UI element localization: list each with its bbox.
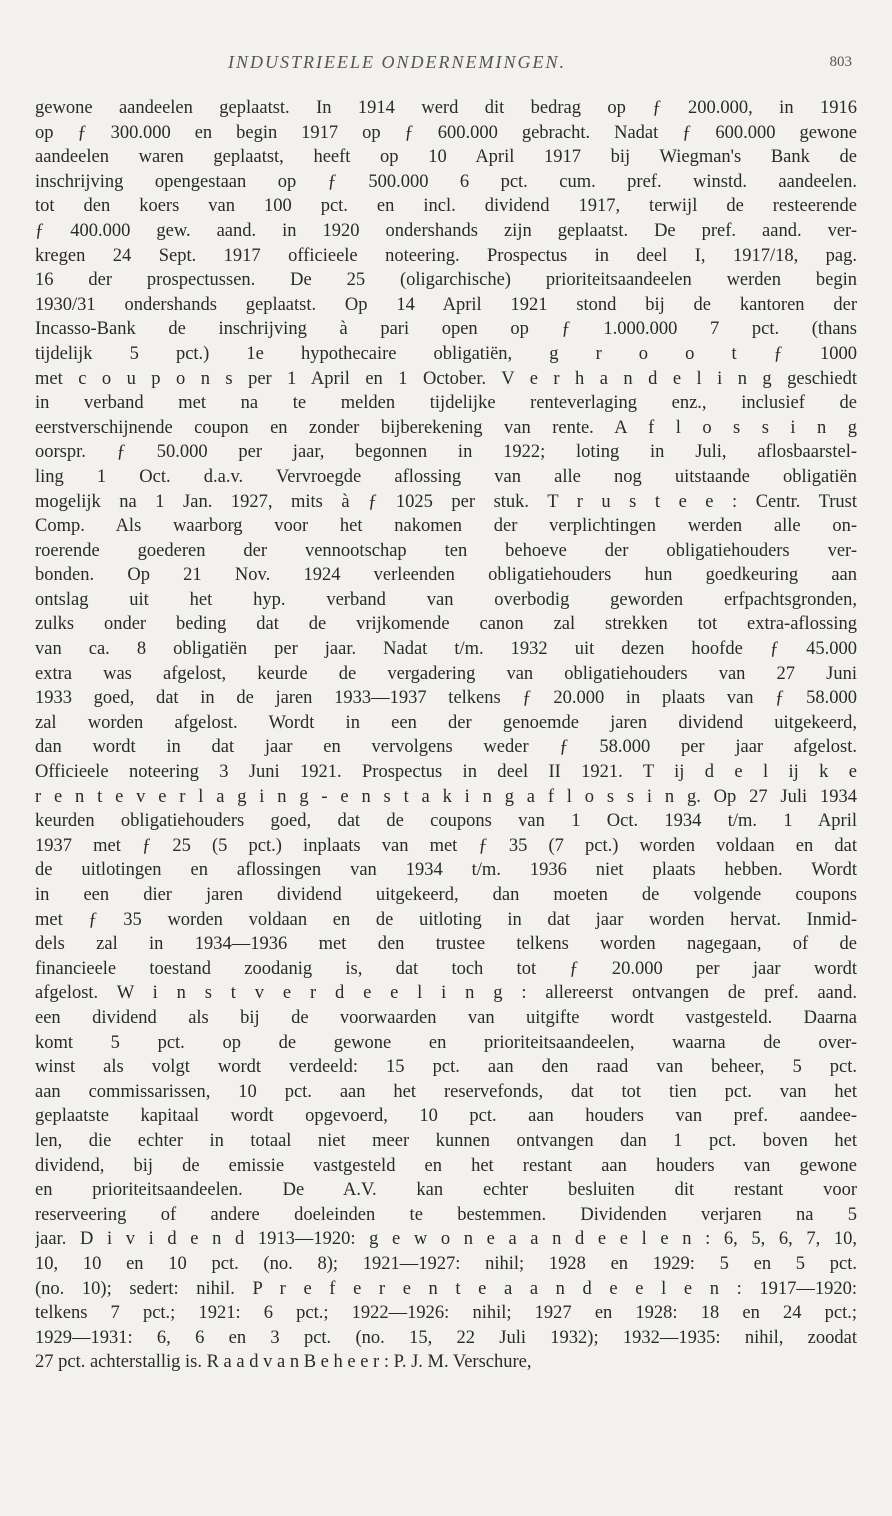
body-text <box>35 96 857 1375</box>
text-line: eerstverschijnende coupon en zonder bijberekening van rente. A f l o s s i n g <box>35 417 857 438</box>
text-line: len, die echter in totaal niet meer kunnen ontvangen dan 1 pct. boven het <box>35 1130 857 1151</box>
text-line: van ca. 8 obligatiën per jaar. Nadat t/m. 1932 uit dezen hoofde ƒ 45.000 <box>35 639 857 660</box>
text-line: (no. 10); sedert: nihil. P r e f e r e n t e a a n d e e l e n : 1917—1920: <box>35 1278 857 1299</box>
text-line: met c o u p o n s per 1 April en 1 October. V e r h a n d e l i n g geschiedt <box>35 368 857 389</box>
text-line: komt 5 pct. op de gewone en prioriteitsaandeelen, waarna de over- <box>35 1032 857 1053</box>
text-line: Officieele noteering 3 Juni 1921. Prospectus in deel II 1921. T ij d e l ij k e <box>35 762 857 783</box>
text-line: financieele toestand zoodanig is, dat toch tot ƒ 20.000 per jaar wordt <box>35 958 857 979</box>
text-line: kregen 24 Sept. 1917 officieele noteering. Prospectus in deel I, 1917/18, pag. <box>35 245 857 266</box>
text-line: ontslag uit het hyp. verband van overbodig geworden erfpachtsgronden, <box>35 589 857 610</box>
text-line: tijdelijk 5 pct.) 1e hypothecaire obligatiën, g r o o t ƒ 1000 <box>35 343 857 364</box>
running-title: INDUSTRIEELE ONDERNEMINGEN. <box>228 52 566 72</box>
text-line: 27 pct. achterstallig is. R a a d v a n B e h e e r : P. J. M. Verschure, <box>35 1352 532 1373</box>
text-line: bonden. Op 21 Nov. 1924 verleenden obligatiehouders hun goedkeuring aan <box>35 565 857 586</box>
page-number: 803 <box>829 54 852 70</box>
text-line: 1937 met ƒ 25 (5 pct.) inplaats van met ƒ 35 (7 pct.) worden voldaan en dat <box>35 835 857 856</box>
text-line: dan wordt in dat jaar en vervolgens weder ƒ 58.000 per jaar afgelost. <box>35 737 857 758</box>
text-line: in een dier jaren dividend uitgekeerd, dan moeten de volgende coupons <box>35 885 857 905</box>
text-line: telkens 7 pct.; 1921: 6 pct.; 1922—1926: nihil; 1927 en 1928: 18 en 24 pct.; <box>35 1303 857 1324</box>
text-line: mogelijk na 1 Jan. 1927, mits à ƒ 1025 per stuk. T r u s t e e : Centr. Trust <box>35 491 857 512</box>
text-line: Comp. Als waarborg voor het nakomen der verplichtingen werden alle on- <box>35 516 857 537</box>
text-line: 16 der prospectussen. De 25 (oligarchische) prioriteitsaandeelen werden begin <box>35 270 857 291</box>
text-line: 1933 goed, dat in de jaren 1933—1937 telkens ƒ 20.000 in plaats van ƒ 58.000 <box>35 688 857 709</box>
page-header <box>0 52 892 78</box>
text-line: op ƒ 300.000 en begin 1917 op ƒ 600.000 gebracht. Nadat ƒ 600.000 gewone <box>35 122 857 143</box>
text-line: 1929—1931: 6, 6 en 3 pct. (no. 15, 22 Juli 1932); 1932—1935: nihil, zoodat <box>35 1327 857 1348</box>
text-line: keurden obligatiehouders goed, dat de coupons van 1 Oct. 1934 t/m. 1 April <box>35 811 857 832</box>
text-line: extra was afgelost, keurde de vergadering van obligatiehouders van 27 Juni <box>35 663 857 684</box>
text-line: de uitlotingen en aflossingen van 1934 t/m. 1936 niet plaats hebben. Wordt <box>35 860 857 881</box>
text-line: roerende goederen der vennootschap ten behoeve der obligatiehouders ver- <box>35 540 857 561</box>
text-line: met ƒ 35 worden voldaan en de uitloting in dat jaar worden hervat. Inmid- <box>35 909 857 930</box>
text-line: en prioriteitsaandeelen. De A.V. kan echter besluiten dit restant voor <box>35 1180 857 1201</box>
text-line: een dividend als bij de voorwaarden van uitgifte wordt vastgesteld. Daarna <box>35 1007 857 1028</box>
text-line: afgelost. W i n s t v e r d e e l i n g : allereerst ontvangen de pref. aand. <box>35 983 857 1004</box>
text-line: winst als volgt wordt verdeeld: 15 pct. aan den raad van beheer, 5 pct. <box>35 1057 857 1078</box>
text-line: dels zal in 1934—1936 met den trustee telkens worden nagegaan, of de <box>35 934 857 955</box>
text-line: ling 1 Oct. d.a.v. Vervroegde aflossing van alle nog uitstaande obligatiën <box>35 466 857 487</box>
text-line: Incasso-Bank de inschrijving à pari open op ƒ 1.000.000 7 pct. (thans <box>35 319 857 340</box>
text-line: 1930/31 ondershands geplaatst. Op 14 April 1921 stond bij de kantoren der <box>35 294 857 315</box>
text-line: inschrijving opengestaan op ƒ 500.000 6 pct. cum. pref. winstd. aandeelen. <box>35 171 857 192</box>
text-line: geplaatste kapitaal wordt opgevoerd, 10 pct. aan houders van pref. aandee- <box>35 1106 857 1127</box>
text-line: reserveering of andere doeleinden te bestemmen. Dividenden verjaren na 5 <box>35 1204 857 1225</box>
text-line: gewone aandeelen geplaatst. In 1914 werd dit bedrag op ƒ 200.000, in 1916 <box>35 98 857 118</box>
text-line: r e n t e v e r l a g i n g - e n s t a k i n g a f l o s s i n g. Op 27 Juli 1934 <box>35 786 857 807</box>
text-line: zulks onder beding dat de vrijkomende canon zal strekken tot extra-aflossing <box>35 614 857 635</box>
text-line: zal worden afgelost. Wordt in een der genoemde jaren dividend uitgekeerd, <box>35 712 857 733</box>
text-line: aandeelen waren geplaatst, heeft op 10 April 1917 bij Wiegman's Bank de <box>35 147 857 168</box>
text-line: in verband met na te melden tijdelijke renteverlaging enz., inclusief de <box>35 393 857 414</box>
text-line: tot den koers van 100 pct. en incl. dividend 1917, terwijl de resteerende <box>35 196 857 217</box>
text-line: ƒ 400.000 gew. aand. in 1920 ondershands zijn geplaatst. De pref. aand. ver- <box>35 220 857 241</box>
text-line: jaar. D i v i d e n d 1913—1920: g e w o n e a a n d e e l e n : 6, 5, 6, 7, 10, <box>35 1229 857 1250</box>
text-line: oorspr. ƒ 50.000 per jaar, begonnen in 1922; loting in Juli, aflosbaarstel- <box>35 442 857 463</box>
text-line: dividend, bij de emissie vastgesteld en het restant aan houders van gewone <box>35 1155 857 1176</box>
text-line: 10, 10 en 10 pct. (no. 8); 1921—1927: nihil; 1928 en 1929: 5 en 5 pct. <box>35 1253 857 1274</box>
text-line: aan commissarissen, 10 pct. aan het reservefonds, dat tot tien pct. van het <box>35 1081 857 1102</box>
